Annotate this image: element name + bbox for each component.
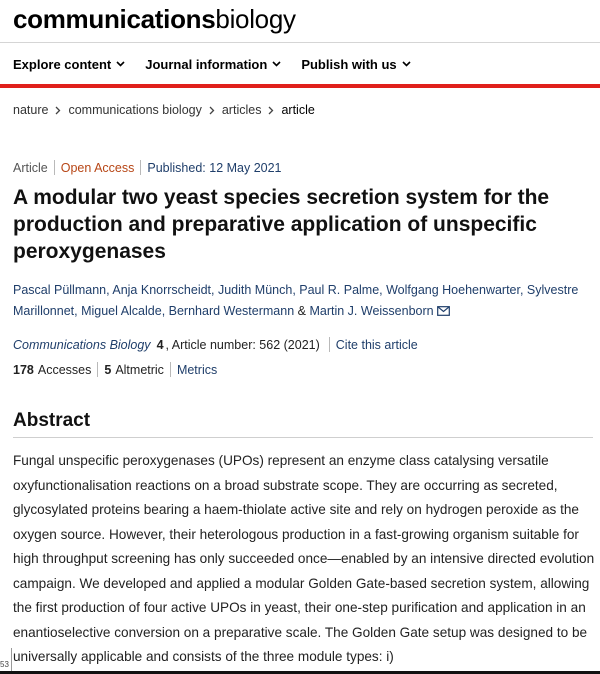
volume: 4 <box>156 337 164 352</box>
divider <box>329 337 330 352</box>
logo-light: biology <box>215 4 296 34</box>
journal-name[interactable]: Communications Biology <box>13 337 151 352</box>
open-access-badge: Open Access <box>60 160 135 175</box>
author-list <box>13 280 593 322</box>
nav-journal-information[interactable] <box>145 54 281 74</box>
chevron-down-icon <box>116 61 125 67</box>
nav-publish-with-us[interactable] <box>301 54 410 74</box>
chevron-down-icon <box>402 61 411 67</box>
journal-logo[interactable] <box>13 4 296 38</box>
abstract-heading: Abstract <box>13 410 91 431</box>
accent-bar <box>0 84 600 88</box>
nav-label: Journal information <box>145 56 268 72</box>
divider <box>170 362 171 377</box>
published-date: Published: 12 May 2021 <box>147 160 282 175</box>
window-edge <box>11 648 12 671</box>
breadcrumb-nature[interactable]: nature <box>13 103 49 117</box>
nav-explore-content[interactable] <box>13 54 125 74</box>
nav-label: Publish with us <box>301 56 397 72</box>
header-divider <box>0 42 600 43</box>
logo-bold: communications <box>13 4 216 34</box>
article-type: Article <box>13 160 48 175</box>
nav-label: Explore content <box>13 56 112 72</box>
article-title: A modular two yeast species secretion system for the production and preparative application of unspecific peroxygenases <box>13 186 550 263</box>
authors-amp: & <box>297 304 306 318</box>
chevron-right-icon <box>268 106 274 115</box>
page-number: 53 <box>0 660 9 669</box>
chevron-right-icon <box>55 106 61 115</box>
article-meta <box>13 160 282 175</box>
main-nav <box>13 54 411 74</box>
divider <box>97 362 98 377</box>
chevron-right-icon <box>209 106 215 115</box>
divider <box>54 160 55 175</box>
breadcrumb-journal[interactable]: communications biology <box>68 103 202 117</box>
breadcrumb-current: article <box>281 103 315 117</box>
metrics-link[interactable]: Metrics <box>176 362 218 377</box>
breadcrumb-articles[interactable]: articles <box>221 103 262 117</box>
article-number: , Article number: 562 (2021) <box>165 337 320 352</box>
divider <box>140 160 141 175</box>
cite-this-article-link[interactable]: Cite this article <box>335 337 418 352</box>
altmetric-label: Altmetric <box>115 362 164 377</box>
abstract-text: Fungal unspecific peroxygenases (UPOs) represent an enzyme class catalysing versatile oxyfunctionalisation reactions on a broad substrate scope. They are occurring as secreted, glycosylated proteins bearing a haem-thiolate active site and rely on hydrogen peroxide as the oxygen source. However, their heterologous production in a fast-growing organism suitable for high throughput screening has only succeeded once—enabled by an intensive directed evolution campaign. We developed and applied a modular Golden Gate-based secretion system, allowing the first production of four active UPOs in yeast, their one-step purification and application in an enantioselective conversion on a preparative scale. The Golden Gate setup was designed to be universally applicable and consists of the three module types: i) <box>13 453 595 664</box>
article-metrics <box>13 362 217 377</box>
accesses-count: 178 <box>13 362 34 377</box>
chevron-down-icon <box>272 61 281 67</box>
altmetric-count: 5 <box>104 362 112 377</box>
abstract-divider <box>13 437 593 438</box>
authors-text[interactable]: Pascal Püllmann, Anja Knorrscheidt, Judith Münch, Paul R. Palme, Wolfgang Hoehenwarter, Sylvestre Marillonnet, Miguel Alcalde, Bernhard Westermann <box>13 283 579 318</box>
accesses-label: Accesses <box>37 362 92 377</box>
citation-line <box>13 337 418 352</box>
mail-icon[interactable] <box>437 306 450 316</box>
breadcrumb <box>13 103 315 117</box>
author-last[interactable]: Martin J. Weissenborn <box>309 304 434 318</box>
